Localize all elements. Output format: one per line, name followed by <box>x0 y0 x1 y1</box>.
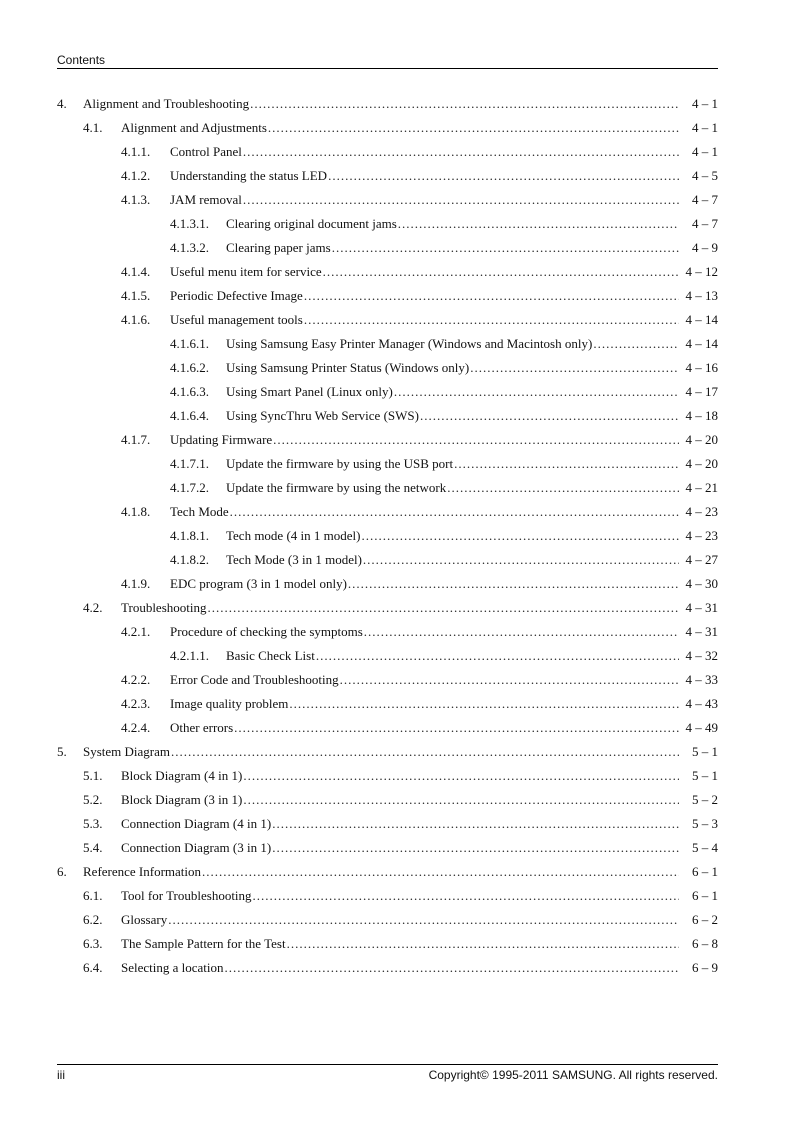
toc-entry-title: Control Panel <box>170 144 242 159</box>
toc-dot-leader <box>272 812 679 836</box>
toc-entry-title: Other errors <box>170 720 234 735</box>
toc-entry-page: 4 – 7 <box>680 212 718 236</box>
toc-entry[interactable] <box>0 476 793 500</box>
toc-entry-page: 4 – 31 <box>680 596 718 620</box>
toc-entry-number: 4.1.3.1. <box>170 216 209 231</box>
toc-entry-title: Using Samsung Easy Printer Manager (Windows and Macintosh only) <box>226 336 593 351</box>
toc-entry-title-line <box>226 212 680 236</box>
toc-entry[interactable] <box>0 332 793 356</box>
toc-entry-title: Tech Mode (3 in 1 model) <box>226 552 362 567</box>
toc-entry-title-line <box>170 140 680 164</box>
toc-dot-leader <box>364 620 679 644</box>
toc-entry-title-line <box>121 836 680 860</box>
toc-entry-title-line <box>170 188 680 212</box>
toc-entry-page: 4 – 16 <box>680 356 718 380</box>
toc-entry[interactable] <box>0 212 793 236</box>
footer-copyright: Copyright© 1995-2011 SAMSUNG. All rights reserved. <box>428 1068 718 1082</box>
toc-dot-leader <box>243 764 679 788</box>
table-of-contents <box>0 92 793 980</box>
toc-entry[interactable] <box>0 524 793 548</box>
toc-entry[interactable] <box>0 620 793 644</box>
toc-entry[interactable] <box>0 884 793 908</box>
toc-entry-number: 4.1.8.2. <box>170 552 209 567</box>
toc-dot-leader <box>287 932 679 956</box>
toc-dot-leader <box>253 884 679 908</box>
toc-entry-page: 4 – 27 <box>680 548 718 572</box>
toc-dot-leader <box>202 860 679 884</box>
toc-dot-leader <box>420 404 679 428</box>
toc-entry[interactable] <box>0 812 793 836</box>
toc-entry[interactable] <box>0 116 793 140</box>
toc-entry-page: 4 – 5 <box>680 164 718 188</box>
toc-entry-page: 4 – 20 <box>680 428 718 452</box>
toc-dot-leader <box>272 836 679 860</box>
toc-entry-number: 6. <box>57 864 67 879</box>
toc-dot-leader <box>273 428 679 452</box>
toc-dot-leader <box>207 596 679 620</box>
toc-entry-title: The Sample Pattern for the Test <box>121 936 286 951</box>
toc-entry-number: 6.2. <box>83 912 103 927</box>
toc-entry[interactable] <box>0 644 793 668</box>
page-footer <box>57 1064 718 1082</box>
toc-entry-title: System Diagram <box>83 744 171 759</box>
toc-dot-leader <box>168 908 679 932</box>
toc-entry-number: 4.1.9. <box>121 576 151 591</box>
toc-entry[interactable] <box>0 428 793 452</box>
toc-entry-page: 4 – 1 <box>680 92 718 116</box>
toc-entry-title: Troubleshooting <box>121 600 207 615</box>
toc-entry-title: JAM removal <box>170 192 242 207</box>
toc-entry[interactable] <box>0 284 793 308</box>
header-title: Contents <box>57 53 106 67</box>
toc-entry-title-line <box>226 548 680 572</box>
toc-entry-title-line <box>170 620 680 644</box>
toc-entry[interactable] <box>0 788 793 812</box>
toc-entry-title-line <box>83 740 680 764</box>
toc-entry-title: Tool for Troubleshooting <box>121 888 252 903</box>
toc-entry-title-line <box>170 428 680 452</box>
toc-entry-number: 4.1.6. <box>121 312 151 327</box>
toc-entry-number: 4.1.3.2. <box>170 240 209 255</box>
toc-entry-title: Block Diagram (4 in 1) <box>121 768 243 783</box>
toc-entry-title-line <box>170 716 680 740</box>
toc-dot-leader <box>593 332 679 356</box>
toc-dot-leader <box>363 548 679 572</box>
toc-entry-number: 4.1.7. <box>121 432 151 447</box>
toc-entry-title-line <box>170 260 680 284</box>
toc-entry[interactable] <box>0 356 793 380</box>
toc-entry-page: 6 – 8 <box>680 932 718 956</box>
toc-entry-title: Reference Information <box>83 864 202 879</box>
toc-entry[interactable] <box>0 932 793 956</box>
toc-entry-page: 4 – 21 <box>680 476 718 500</box>
toc-entry-title-line <box>226 236 680 260</box>
toc-entry-page: 4 – 13 <box>680 284 718 308</box>
toc-dot-leader <box>243 188 679 212</box>
toc-entry-title: Periodic Defective Image <box>170 288 303 303</box>
toc-entry-title: Procedure of checking the symptoms <box>170 624 363 639</box>
toc-dot-leader <box>250 92 679 116</box>
toc-entry-title: Glossary <box>121 912 168 927</box>
toc-entry-page: 4 – 23 <box>680 500 718 524</box>
toc-entry-title-line <box>121 956 680 980</box>
toc-entry-number: 4. <box>57 96 67 111</box>
toc-entry-title-line <box>121 788 680 812</box>
toc-entry-number: 6.3. <box>83 936 103 951</box>
toc-entry-title: Tech Mode <box>170 504 229 519</box>
toc-dot-leader <box>234 716 679 740</box>
toc-entry-number: 4.1.4. <box>121 264 151 279</box>
toc-entry-number: 4.1.3. <box>121 192 151 207</box>
toc-entry-title: Alignment and Troubleshooting <box>83 96 250 111</box>
toc-entry[interactable] <box>0 572 793 596</box>
toc-entry[interactable] <box>0 260 793 284</box>
toc-entry-title-line <box>121 596 680 620</box>
toc-entry-page: 5 – 1 <box>680 740 718 764</box>
toc-entry[interactable] <box>0 764 793 788</box>
toc-entry-page: 4 – 18 <box>680 404 718 428</box>
toc-entry-page: 6 – 9 <box>680 956 718 980</box>
toc-dot-leader <box>394 380 679 404</box>
toc-entry-title-line <box>226 644 680 668</box>
toc-entry-title-line <box>226 332 680 356</box>
toc-entry-title: Error Code and Troubleshooting <box>170 672 339 687</box>
toc-entry-number: 4.2.1. <box>121 624 151 639</box>
toc-entry-page: 4 – 1 <box>680 116 718 140</box>
toc-entry-title: Clearing paper jams <box>226 240 331 255</box>
toc-entry-title: Using Samsung Printer Status (Windows only) <box>226 360 470 375</box>
toc-entry-page: 4 – 33 <box>680 668 718 692</box>
toc-dot-leader <box>304 308 679 332</box>
toc-entry-title: Connection Diagram (4 in 1) <box>121 816 272 831</box>
toc-entry[interactable] <box>0 740 793 764</box>
toc-entry[interactable] <box>0 164 793 188</box>
toc-entry-title: Basic Check List <box>226 648 315 663</box>
toc-entry[interactable] <box>0 140 793 164</box>
toc-entry[interactable] <box>0 908 793 932</box>
toc-entry-title: Alignment and Adjustments <box>121 120 267 135</box>
toc-entry-page: 4 – 20 <box>680 452 718 476</box>
toc-dot-leader <box>230 500 679 524</box>
toc-entry-title: Block Diagram (3 in 1) <box>121 792 243 807</box>
toc-entry-number: 4.1.6.2. <box>170 360 209 375</box>
toc-dot-leader <box>268 116 679 140</box>
toc-entry-title: Tech mode (4 in 1 model) <box>226 528 361 543</box>
toc-entry-number: 4.2. <box>83 600 103 615</box>
toc-entry-title: Update the firmware by using the USB port <box>226 456 454 471</box>
toc-entry[interactable] <box>0 308 793 332</box>
toc-entry[interactable] <box>0 836 793 860</box>
toc-entry-title: Updating Firmware <box>170 432 273 447</box>
toc-entry-title: Connection Diagram (3 in 1) <box>121 840 272 855</box>
toc-entry-title-line <box>121 116 680 140</box>
toc-entry-title: EDC program (3 in 1 model only) <box>170 576 347 591</box>
toc-entry-title-line <box>121 812 680 836</box>
toc-entry-number: 4.2.2. <box>121 672 151 687</box>
toc-entry-number: 6.1. <box>83 888 103 903</box>
toc-dot-leader <box>304 284 679 308</box>
toc-entry-title-line <box>121 884 680 908</box>
toc-entry-number: 4.2.4. <box>121 720 151 735</box>
toc-entry[interactable] <box>0 716 793 740</box>
toc-entry-number: 4.2.3. <box>121 696 151 711</box>
toc-entry[interactable] <box>0 236 793 260</box>
toc-entry-title-line <box>170 500 680 524</box>
toc-entry-title-line <box>170 572 680 596</box>
toc-entry-page: 4 – 1 <box>680 140 718 164</box>
toc-entry-number: 4.1.6.1. <box>170 336 209 351</box>
toc-entry-title: Useful menu item for service <box>170 264 322 279</box>
toc-dot-leader <box>447 476 679 500</box>
toc-entry[interactable] <box>0 500 793 524</box>
toc-entry[interactable] <box>0 92 793 116</box>
toc-entry-number: 5.2. <box>83 792 103 807</box>
toc-entry-page: 4 – 31 <box>680 620 718 644</box>
toc-entry-page: 6 – 1 <box>680 884 718 908</box>
toc-entry-number: 4.1.5. <box>121 288 151 303</box>
toc-entry-title: Using Smart Panel (Linux only) <box>226 384 393 399</box>
toc-dot-leader <box>171 740 679 764</box>
toc-entry-number: 4.1.6.4. <box>170 408 209 423</box>
toc-dot-leader <box>398 212 679 236</box>
toc-entry-number: 5.1. <box>83 768 103 783</box>
toc-entry[interactable] <box>0 548 793 572</box>
toc-entry-title-line <box>170 284 680 308</box>
toc-entry-number: 4.2.1.1. <box>170 648 209 663</box>
page-header <box>57 53 718 69</box>
toc-entry[interactable] <box>0 668 793 692</box>
toc-entry-page: 4 – 49 <box>680 716 718 740</box>
toc-entry-title-line <box>121 932 680 956</box>
toc-entry-number: 4.1.2. <box>121 168 151 183</box>
toc-entry-page: 5 – 2 <box>680 788 718 812</box>
toc-entry-page: 4 – 12 <box>680 260 718 284</box>
toc-entry-title-line <box>170 308 680 332</box>
toc-entry[interactable] <box>0 380 793 404</box>
toc-entry-title-line <box>226 404 680 428</box>
toc-entry-page: 5 – 3 <box>680 812 718 836</box>
toc-entry-title-line <box>226 452 680 476</box>
toc-dot-leader <box>243 788 679 812</box>
toc-entry-number: 4.1.1. <box>121 144 151 159</box>
toc-entry-title: Clearing original document jams <box>226 216 397 231</box>
toc-dot-leader <box>328 164 679 188</box>
toc-entry-title-line <box>121 764 680 788</box>
toc-entry[interactable] <box>0 692 793 716</box>
toc-entry-title-line <box>170 668 680 692</box>
toc-entry-title-line <box>226 380 680 404</box>
toc-entry-number: 5.3. <box>83 816 103 831</box>
toc-entry-page: 4 – 43 <box>680 692 718 716</box>
toc-entry-number: 6.4. <box>83 960 103 975</box>
toc-entry-title: Useful management tools <box>170 312 303 327</box>
toc-dot-leader <box>340 668 679 692</box>
toc-entry[interactable] <box>0 188 793 212</box>
toc-entry-title-line <box>170 164 680 188</box>
toc-dot-leader <box>323 260 679 284</box>
toc-entry-page: 6 – 2 <box>680 908 718 932</box>
toc-dot-leader <box>243 140 679 164</box>
toc-entry-page: 5 – 1 <box>680 764 718 788</box>
toc-entry-page: 5 – 4 <box>680 836 718 860</box>
toc-entry-page: 4 – 23 <box>680 524 718 548</box>
toc-entry-title-line <box>83 92 680 116</box>
toc-entry[interactable] <box>0 452 793 476</box>
footer-page-number: iii <box>57 1068 65 1082</box>
toc-entry-title: Selecting a location <box>121 960 224 975</box>
toc-dot-leader <box>361 524 679 548</box>
toc-entry-title: Using SyncThru Web Service (SWS) <box>226 408 419 423</box>
toc-entry[interactable] <box>0 596 793 620</box>
toc-entry[interactable] <box>0 860 793 884</box>
toc-dot-leader <box>289 692 679 716</box>
toc-entry-title-line <box>121 908 680 932</box>
toc-dot-leader <box>316 644 679 668</box>
toc-entry-title: Understanding the status LED <box>170 168 328 183</box>
toc-dot-leader <box>454 452 679 476</box>
toc-entry-title-line <box>83 860 680 884</box>
toc-entry[interactable] <box>0 404 793 428</box>
toc-entry-page: 4 – 17 <box>680 380 718 404</box>
toc-entry-page: 4 – 14 <box>680 332 718 356</box>
toc-entry-title-line <box>226 524 680 548</box>
toc-entry-page: 4 – 32 <box>680 644 718 668</box>
toc-entry-page: 4 – 7 <box>680 188 718 212</box>
toc-entry-number: 4.1.7.1. <box>170 456 209 471</box>
toc-entry-number: 4.1.7.2. <box>170 480 209 495</box>
toc-entry-title: Update the firmware by using the network <box>226 480 447 495</box>
toc-dot-leader <box>332 236 679 260</box>
toc-dot-leader <box>348 572 679 596</box>
toc-entry[interactable] <box>0 956 793 980</box>
toc-entry-title-line <box>170 692 680 716</box>
toc-entry-number: 5. <box>57 744 67 759</box>
toc-entry-number: 4.1.8.1. <box>170 528 209 543</box>
toc-entry-title-line <box>226 356 680 380</box>
toc-entry-number: 4.1.8. <box>121 504 151 519</box>
toc-entry-page: 4 – 14 <box>680 308 718 332</box>
toc-entry-page: 4 – 30 <box>680 572 718 596</box>
toc-entry-page: 6 – 1 <box>680 860 718 884</box>
toc-entry-number: 4.1. <box>83 120 103 135</box>
toc-entry-title: Image quality problem <box>170 696 289 711</box>
toc-entry-number: 5.4. <box>83 840 103 855</box>
toc-dot-leader <box>470 356 679 380</box>
toc-entry-title-line <box>226 476 680 500</box>
toc-dot-leader <box>225 956 679 980</box>
toc-entry-number: 4.1.6.3. <box>170 384 209 399</box>
toc-entry-page: 4 – 9 <box>680 236 718 260</box>
